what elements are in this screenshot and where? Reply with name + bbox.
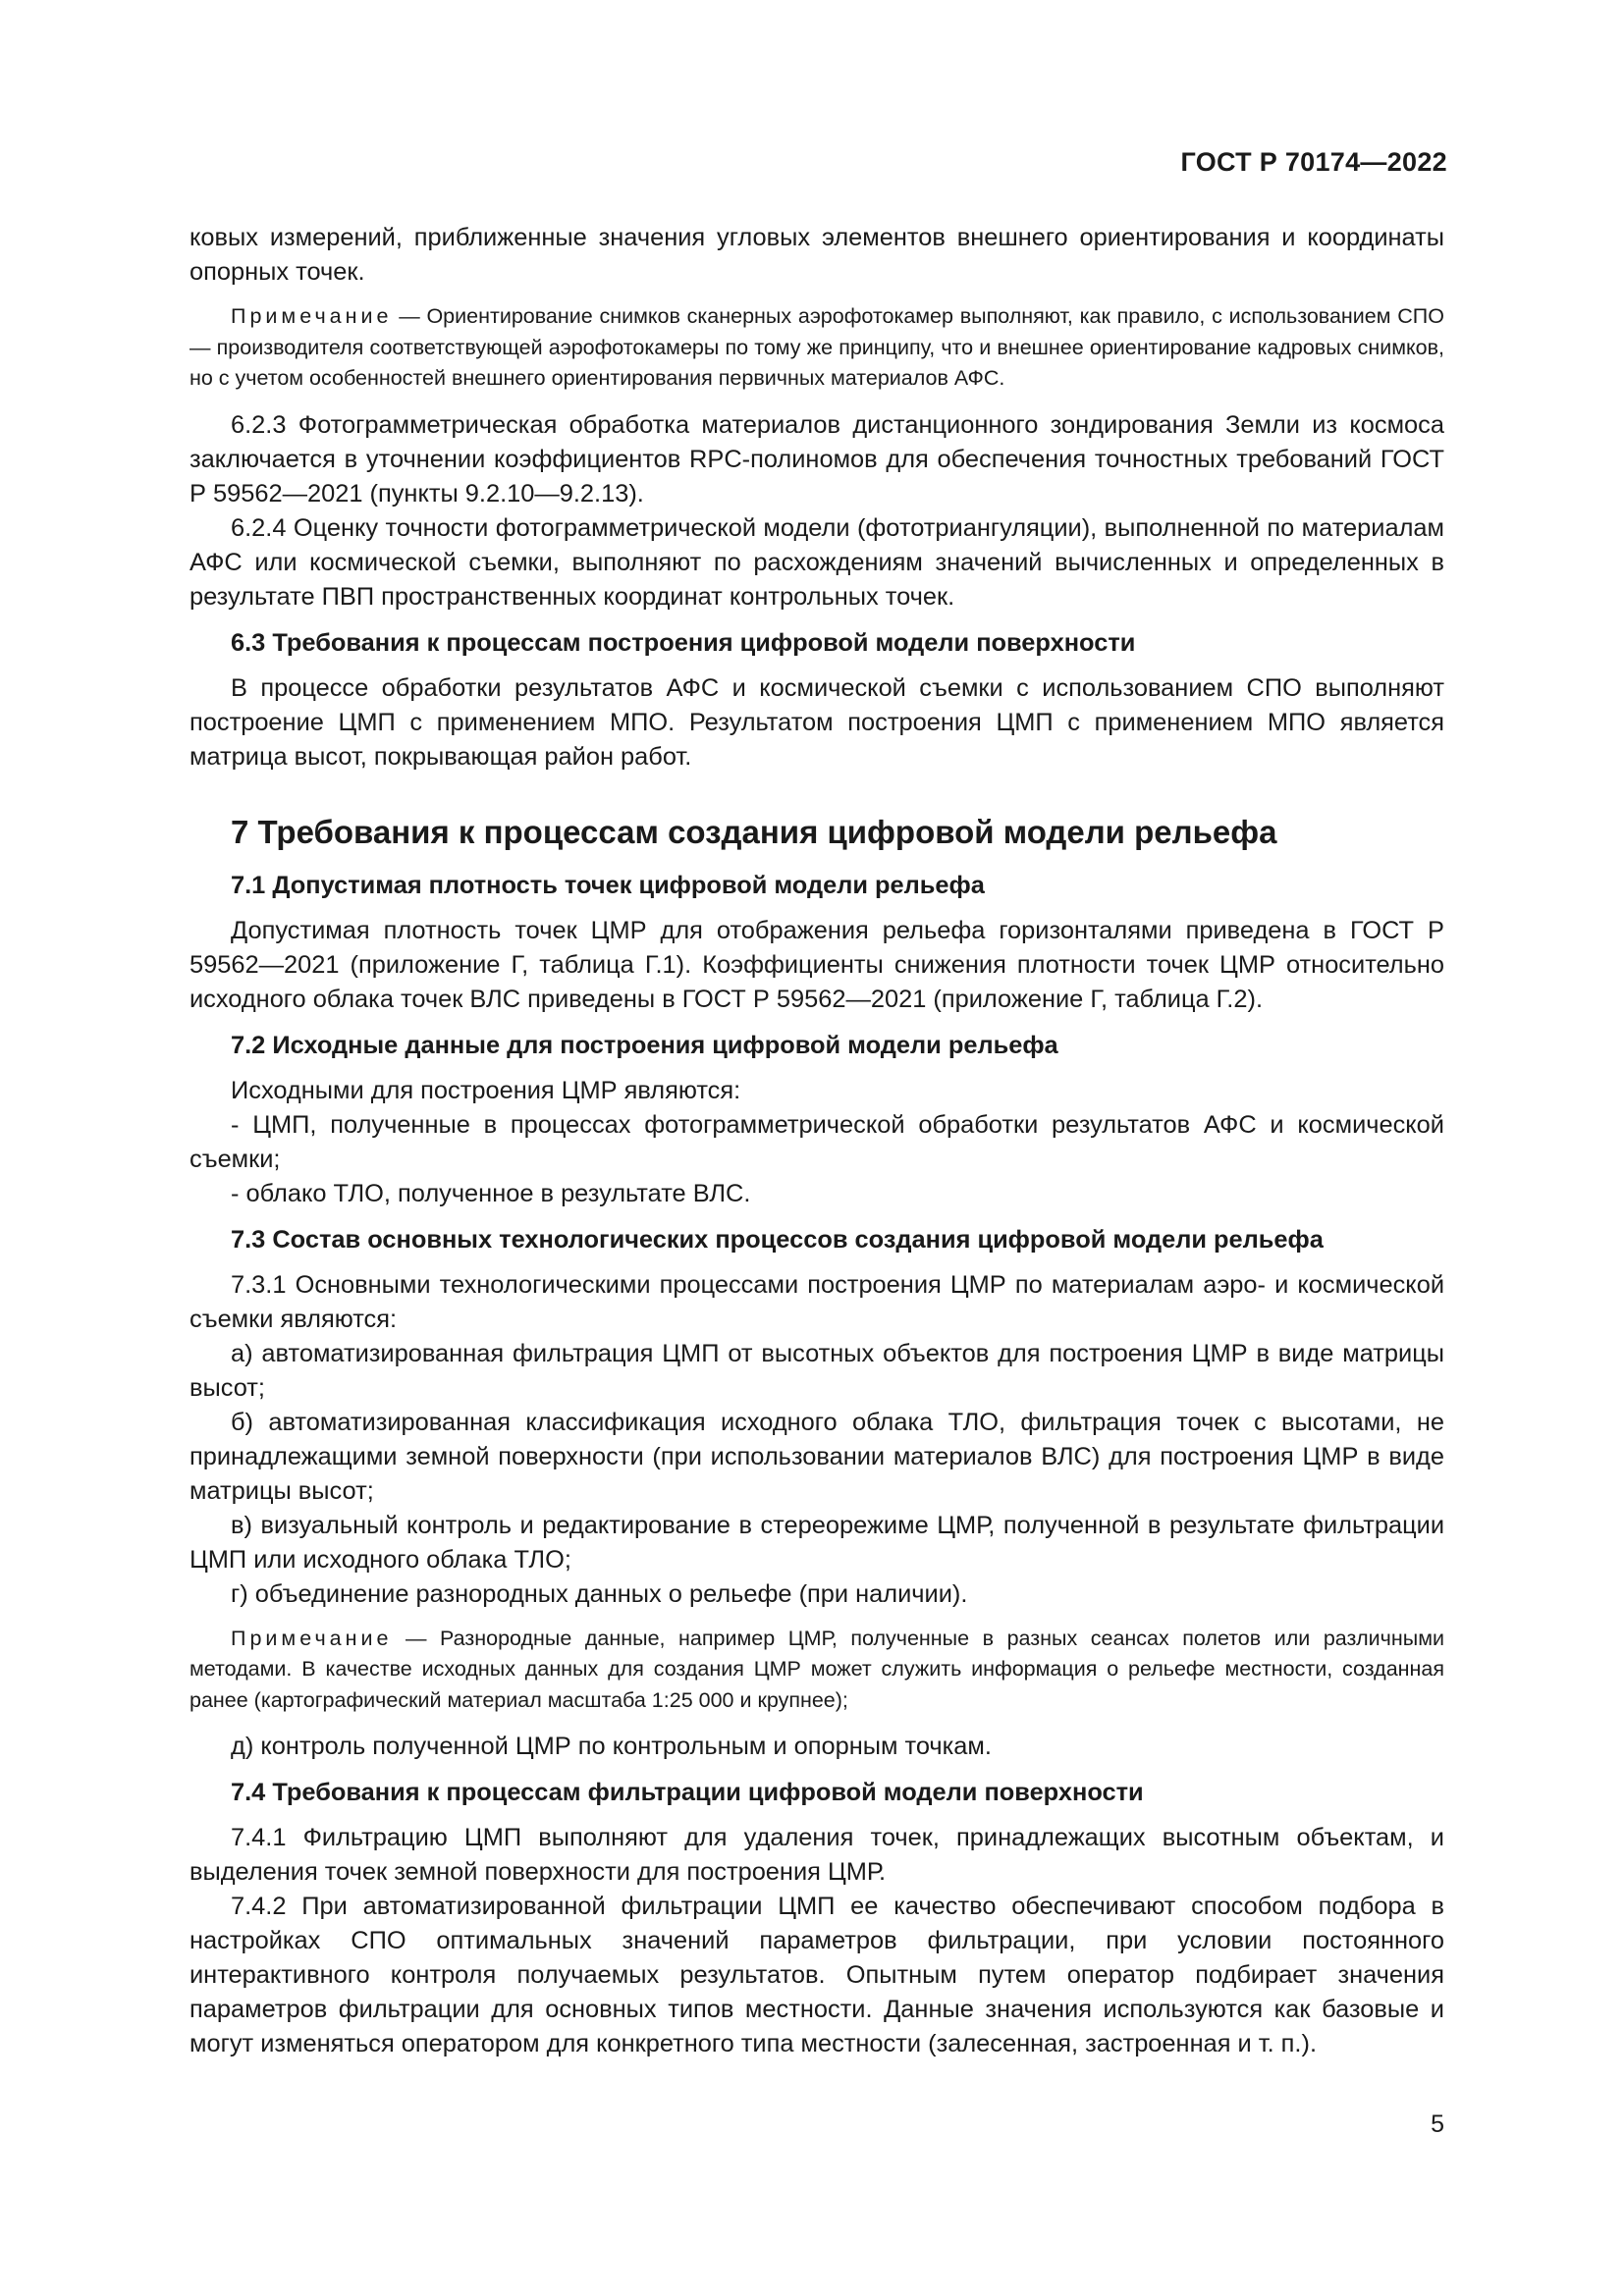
heading-7-3: 7.3 Состав основных технологических процессов создания цифровой модели рельефа — [231, 1225, 1324, 1254]
list-item-7-3-1-v: в) визуальный контроль и редактирование в стереорежиме ЦМР, полученной в результате фильтрации ЦМП или исходного облака ТЛО; — [189, 1511, 1444, 1574]
paragraph-6-3: В процессе обработки результатов АФС и космической съемки с использованием СПО выполняют построение ЦМП с применением МПО. Результатом построения ЦМП с применением МПО является матрица высот, покрывающая район работ. — [189, 673, 1444, 771]
document-body — [189, 221, 1444, 2061]
paragraph-7-3-1: 7.3.1 Основными технологическими процессами построения ЦМР по материалам аэро- и космической съемки являются: — [189, 1270, 1444, 1333]
heading-7-2: 7.2 Исходные данные для построения цифровой модели рельефа — [231, 1031, 1058, 1059]
heading-section-7: 7 Требования к процессам создания цифровой модели рельефа — [231, 813, 1277, 850]
paragraph-7-4-2: 7.4.2 При автоматизированной фильтрации ЦМП ее качество обеспечивают способом подбора в настройках СПО оптимальных значений параметров фильтрации, при условии постоянного интерактивного контроля получаемых результатов. Опытным путем оператор подбирает значения параметров фильтрации для основных типов местности. Данные значения используются как базовые и могут изменяться оператором для конкретного типа местности (залесенная, застроенная и т. п.). — [189, 1893, 1444, 2057]
paragraph-6-2-3: 6.2.3 Фотограмметрическая обработка материалов дистанционного зондирования Земли из космоса заключается в уточнении коэффициентов RPC-полиномов для обеспечения точностных требований ГОСТ Р 59562—2021 (пункты 9.2.10—9.2.13). — [189, 410, 1444, 507]
document-id-header: ГОСТ Р 70174—2022 — [1180, 147, 1447, 177]
list-item-7-3-1-d: д) контроль полученной ЦМР по контрольным и опорным точкам. — [231, 1733, 992, 1760]
list-item-7-3-1-g: г) объединение разнородных данных о рельефе (при наличии). — [231, 1579, 968, 1608]
note-label: Примечание — [231, 304, 393, 328]
heading-6-3: 6.3 Требования к процессам построения цифровой модели поверхности — [231, 628, 1136, 657]
note-2 — [189, 1624, 1444, 1717]
heading-7-1: 7.1 Допустимая плотность точек цифровой модели рельефа — [231, 871, 985, 899]
list-item-7-2-1: - ЦМП, полученные в процессах фотограмметрической обработки результатов АФС и космической съемки; — [189, 1110, 1444, 1173]
heading-7-4: 7.4 Требования к процессам фильтрации цифровой модели поверхности — [231, 1779, 1144, 1806]
paragraph-7-2-intro: Исходными для построения ЦМР являются: — [231, 1076, 741, 1104]
note-label: Примечание — [231, 1626, 393, 1650]
paragraph-6-2-4: 6.2.4 Оценку точности фотограмметрической модели (фототриангуляции), выполненной по материалам АФС или космической съемки, выполняют по расхождениям значений вычисленных и определенных в результате ПВП пространственных координат контрольных точек. — [189, 513, 1444, 611]
paragraph-7-1: Допустимая плотность точек ЦМР для отображения рельефа горизонталями приведена в ГОСТ Р 59562—2021 (приложение Г, таблица Г.1). Коэффициенты снижения плотности точек ЦМР относительно исходного облака точек ВЛС приведены в ГОСТ Р 59562—2021 (приложение Г, таблица Г.2). — [189, 916, 1444, 1013]
list-item-7-3-1-a: а) автоматизированная фильтрация ЦМП от высотных объектов для построения ЦМР в виде матрицы высот; — [189, 1339, 1444, 1402]
list-item-7-2-2: - облако ТЛО, полученное в результате ВЛС. — [231, 1179, 751, 1207]
note-text: — Ориентирование снимков сканерных аэрофотокамер выполняют, как правило, с использованием СПО — производителя соответствующей аэрофотокамеры по тому же принципу, что и внешнее ориентирование кадровых снимков, но с учетом особенностей внешнего ориентирования первичных материалов АФС. — [189, 304, 1444, 390]
note-text: — Разнородные данные, например ЦМР, полученные в разных сеансах полетов или различными методами. В качестве исходных данных для создания ЦМР может служить информация о рельефе местности, созданная ранее (картографический материал масштаба 1:25 000 и крупнее); — [189, 1626, 1444, 1712]
note-1 — [189, 301, 1444, 395]
paragraph-intro: ковых измерений, приближенные значения угловых элементов внешнего ориентирования и координаты опорных точек. — [189, 224, 1444, 286]
page-number: 5 — [1431, 2110, 1444, 2138]
paragraph-7-4-1: 7.4.1 Фильтрацию ЦМП выполняют для удаления точек, принадлежащих высотным объектам, и выделения точек земной поверхности для построения ЦМР. — [189, 1824, 1444, 1886]
list-item-7-3-1-b: б) автоматизированная классификация исходного облака ТЛО, фильтрация точек с высотами, не принадлежащими земной поверхности (при использовании материалов ВЛС) для построения ЦМР в виде матрицы высот; — [189, 1408, 1444, 1505]
